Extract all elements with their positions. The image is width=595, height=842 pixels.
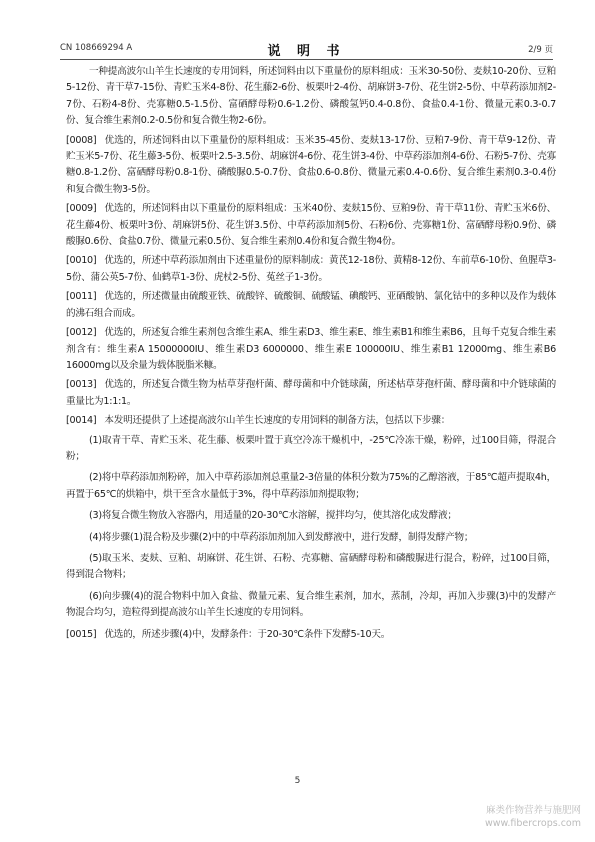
step-1: (1)取青干草、青贮玉米、花生藤、板栗叶置于真空冷冻干燥机中，-25℃冷冻干燥，粉碎，过100目筛，得混合粉； bbox=[66, 434, 556, 462]
document-number: CN 108669294 A bbox=[60, 43, 133, 53]
watermark bbox=[485, 804, 581, 830]
paragraph-number: [0015] bbox=[66, 628, 97, 640]
paragraph-0010 bbox=[66, 253, 556, 286]
paragraph-text: 优选的，所述饲料由以下重量份的原料组成：玉米40份、麦麸15份、豆粕9份、青干草11份、青贮玉米6份、花生藤4份、板栗叶3份、胡麻饼5份、花生饼3.5份、中草药添加剂5份、石粉6份、壳寡糖1份、富硒酵母粉0.9份、磷酸脲0.6份、食盐0.7份、微量元素0.5份、复合维生素剂0.4份和复合微生物4份。 bbox=[66, 203, 556, 248]
page-header bbox=[60, 40, 553, 58]
paragraph-0015 bbox=[66, 627, 556, 643]
paragraph-text: 优选的，所述复合维生素剂包含维生素A、维生素D3、维生素E、维生素B1和维生素B6，且每千克复合维生素剂含有：维生素A 15000000IU、维生素D3 6000000、维生素E 100000IU、维生素B1 12000mg、维生素B6 16000mg以及余量为载体脱脂米糠。 bbox=[66, 327, 556, 371]
header-rule bbox=[60, 59, 553, 60]
watermark-line-2: www.fibercrops.com bbox=[484, 818, 581, 829]
step-5: (5)取玉米、麦麸、豆粕、胡麻饼、花生饼、石粉、壳寡糖、富硒酵母粉和磷酸脲进行混合，粉碎，过100目筛，得到混合物料； bbox=[66, 552, 556, 581]
paragraph-number: [0009] bbox=[66, 203, 97, 215]
paragraph-text: 优选的，所述饲料由以下重量份的原料组成：玉米35-45份、麦麸13-17份、豆粕7-9份、青干草9-12份、青贮玉米5-7份、花生藤3-5份、板栗叶2.5-3.5份、胡麻饼4-6份、花生饼3-4份、中草药添加剂4-6份、石粉5-7份、壳寡糖0.8-1.2份、富硒酵母粉0.8-1份、磷酸脲0.5-0.7份、食盐0.6-0.8份、微量元素0.4-0.6份、复合维生素剂0.3-0.4份和复合微生物3-5份。 bbox=[66, 134, 556, 195]
document-title: 说 明 书 bbox=[267, 44, 346, 59]
page-number: 5 bbox=[294, 776, 301, 786]
paragraph-number: [0010] bbox=[66, 255, 97, 267]
paragraph-text: 优选的，所述中草药添加剂由下述重量份的原料制成：黄芪12-18份、黄精8-12份、车前草6-10份、鱼腥草3-5份、蒲公英5-7份、仙鹤草1-3份、虎杖2-5份、菟丝子1-3份。 bbox=[66, 255, 556, 283]
paragraph-0008 bbox=[66, 133, 556, 199]
paragraph-number: [0014] bbox=[66, 415, 97, 427]
step-6: (6)向步骤(4)的混合物料中加入食盐、微量元素、复合维生素剂，加水，蒸制，冷却，再加入步骤(3)中的发酵产物混合均匀，造粒得到提高波尔山羊生长速度的专用饲料。 bbox=[66, 590, 556, 619]
paragraph-number: [0011] bbox=[66, 291, 97, 303]
step-3: (3)将复合微生物放入容器内，用适量的20-30℃水溶解，搅拌均匀，使其溶化成发酵液； bbox=[89, 510, 457, 522]
intro-paragraph: 一种提高波尔山羊生长速度的专用饲料，所述饲料由以下重量份的原料组成：玉米30-50份、麦麸10-20份、豆粕5-12份、青干草7-15份、青贮玉米4-8份、花生藤2-6份、板栗叶2-4份、胡麻饼3-7份、花生饼2-5份、中草药添加剂2-7份、石粉4-8份、壳寡糖0.5-1.5份、富硒酵母粉0.6-1.2份、磷酸氢钙0.4-0.8份、食盐0.4-1份、微量元素0.3-0.7份、复合维生素剂0.2-0.5份和复合微生物2-6份。 bbox=[66, 66, 556, 127]
paragraph-0014 bbox=[66, 413, 556, 429]
paragraph-text: 优选的，所述步骤(4)中，发酵条件：于20-30℃条件下发酵5-10天。 bbox=[104, 628, 391, 640]
paragraph-number: [0008] bbox=[66, 134, 97, 146]
paragraph-0009 bbox=[66, 201, 556, 250]
step-4: (4)将步骤(1)混合粉及步骤(2)中的中草药添加剂加入到发酵液中，进行发酵，制得发酵产物； bbox=[89, 531, 474, 543]
paragraph-text: 优选的，所述微量由硫酸亚铁、硫酸锌、硫酸铜、硫酸锰、碘酸钙、亚硒酸钠、氯化钴中的多种以及作为载体的沸石组合而成。 bbox=[66, 291, 556, 319]
paragraph-0011 bbox=[66, 289, 556, 322]
paragraph-text: 本发明还提供了上述提高波尔山羊生长速度的专用饲料的制备方法，包括以下步骤： bbox=[104, 415, 451, 427]
paragraph-0012 bbox=[66, 325, 556, 374]
document-body bbox=[66, 64, 556, 646]
paragraph-number: [0013] bbox=[66, 379, 97, 391]
paragraph-text: 优选的，所述复合微生物为枯草芽孢杆菌、酵母菌和中介链球菌，所述枯草芽孢杆菌、酵母菌和中介链球菌的重量比为1:1:1。 bbox=[66, 379, 556, 407]
paragraph-0013 bbox=[66, 377, 556, 410]
step-2: (2)将中草药添加剂粉碎，加入中草药添加剂总重量2-3倍量的体积分数为75%的乙醇溶液，于85℃超声提取4h，再置于65℃的烘箱中，烘干至含水量低于3%，得中草药添加剂提取物； bbox=[66, 472, 556, 500]
page-info: 2/9 页 bbox=[528, 45, 553, 55]
paragraph-number: [0012] bbox=[66, 327, 97, 339]
watermark-line-1: 麻类作物营养与施肥网 bbox=[485, 805, 581, 816]
